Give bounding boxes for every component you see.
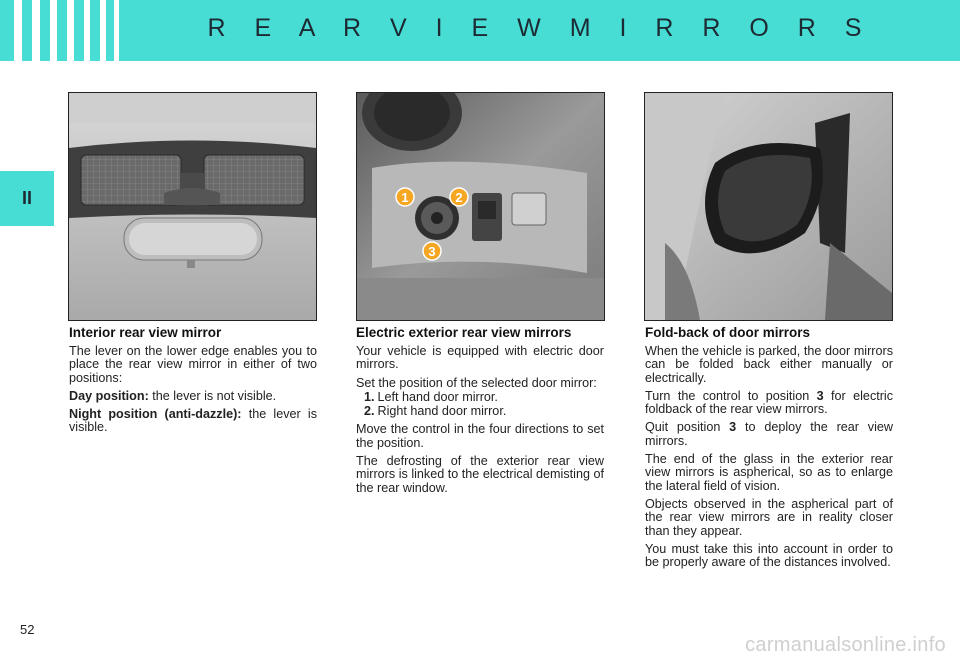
- header-band: [0, 0, 960, 61]
- foldback-p6: You must take this into account in order to be properly aware of the distances involved.: [645, 541, 893, 570]
- chapter-tab[interactable]: II: [0, 171, 54, 226]
- foldback-p3-start: Quit position: [645, 420, 721, 435]
- list-item-text: Left hand door mirror.: [377, 389, 498, 404]
- interior-mirror-heading: Interior rear view mirror: [69, 325, 222, 340]
- foldback-section: [645, 326, 893, 574]
- electric-mirror-p3: Move the control in the four directions to set the position.: [356, 422, 604, 450]
- list-item: [356, 391, 604, 404]
- header-stripe: [14, 0, 22, 61]
- foldback-p2-start: Turn the control to position: [645, 388, 810, 403]
- header-stripe: [100, 0, 106, 61]
- mirror-control-photo: [356, 92, 605, 321]
- foldback-p3-end: to deploy the rear view mirrors.: [645, 420, 893, 448]
- list-item: [356, 405, 604, 418]
- foldback-p2-end: for electric foldback of the rear view mirrors.: [645, 388, 894, 417]
- header-stripe: [32, 0, 40, 61]
- callout-3: 3: [428, 244, 436, 259]
- electric-mirror-heading: Electric exterior rear view mirrors: [356, 325, 572, 340]
- foldback-heading: Fold-back of door mirrors: [645, 325, 811, 340]
- callout-1: 1: [401, 190, 409, 205]
- list-item-text: Right hand door mirror.: [377, 404, 507, 419]
- foldback-p3-position: 3: [729, 420, 737, 435]
- day-position-text: the lever is not visible.: [152, 388, 277, 403]
- foldback-p5: Objects observed in the aspherical part of the rear view mirrors are in reality closer than they appear.: [645, 496, 893, 538]
- watermark[interactable]: carmanualsonline.info: [745, 634, 946, 656]
- foldback-p3: [645, 421, 893, 448]
- foldback-p2-position: 3: [816, 388, 824, 403]
- electric-mirror-p1: Your vehicle is equipped with electric door mirrors.: [356, 344, 604, 372]
- foldback-p1: When the vehicle is parked, the door mirrors can be folded back either manually or electrically.: [645, 344, 893, 385]
- day-position-label: Day position:: [69, 388, 149, 403]
- day-position-paragraph: [69, 390, 317, 403]
- header-stripe: [67, 0, 74, 61]
- interior-mirror-photo: [68, 92, 317, 321]
- list-item-number: 1.: [364, 389, 375, 404]
- header-stripe: [114, 0, 119, 61]
- page-number: 52: [20, 622, 35, 637]
- header-stripe: [50, 0, 57, 61]
- night-position-text: the lever is visible.: [69, 407, 317, 435]
- header-stripe: [84, 0, 90, 61]
- interior-mirror-intro: The lever on the lower edge enables you to place the rear view mirror in either of two positions:: [69, 344, 317, 385]
- night-position-paragraph: [69, 408, 317, 435]
- electric-mirror-p4: The defrosting of the exterior rear view mirrors is linked to the electrical demisting of the rear window.: [356, 454, 604, 495]
- electric-mirror-section: [356, 326, 604, 500]
- electric-mirror-p2: Set the position of the selected door mirror:: [356, 375, 597, 390]
- list-item-number: 2.: [364, 404, 375, 419]
- page-title: R E A R V I E W M I R R O R S: [207, 14, 873, 42]
- door-mirror-photo: [644, 92, 893, 321]
- interior-mirror-section: [69, 326, 317, 440]
- callout-2: 2: [455, 190, 463, 205]
- night-position-label: Night position (anti-dazzle):: [69, 407, 242, 422]
- foldback-p4: The end of the glass in the exterior rear view mirrors is aspherical, so as to enlarge the lateral field of vision.: [645, 452, 893, 493]
- foldback-p2: [645, 390, 893, 417]
